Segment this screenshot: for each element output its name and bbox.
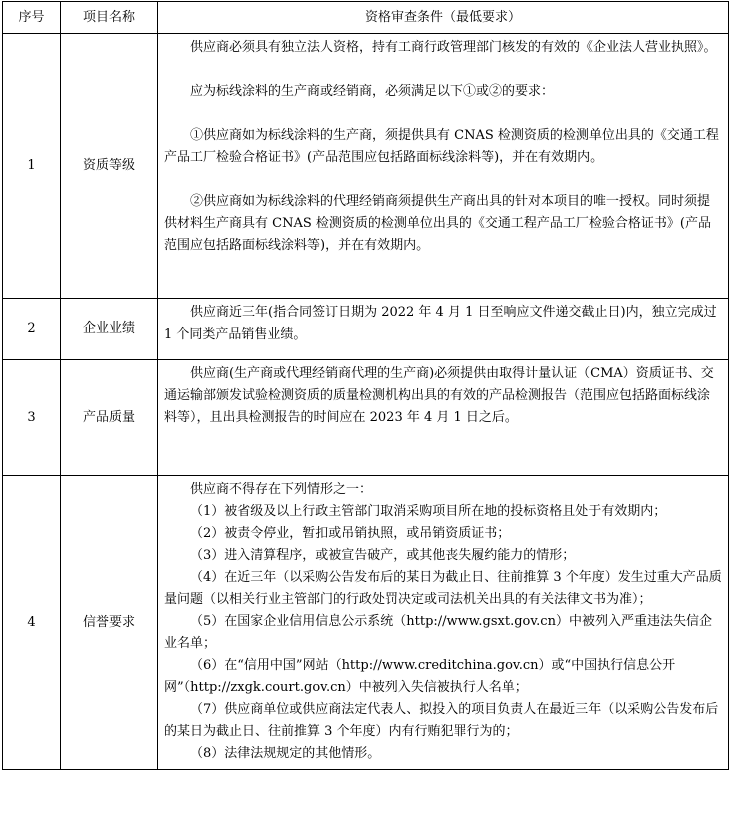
table-row bbox=[3, 360, 729, 476]
condition-paragraph: （1）被省级及以上行政主管部门取消采购项目所在地的投标资格且处于有效期内； bbox=[190, 504, 667, 519]
row-no: 4 bbox=[3, 476, 61, 770]
condition-paragraph: （8）法律法规规定的其他情形。 bbox=[190, 746, 381, 761]
header-conditions: 资格审查条件（最低要求） bbox=[158, 2, 729, 34]
row-no: 2 bbox=[3, 299, 61, 360]
header-name: 项目名称 bbox=[61, 2, 158, 34]
condition-paragraph: （3）进入清算程序，或被宣告破产，或其他丧失履约能力的情形； bbox=[190, 548, 576, 563]
condition-paragraph: 供应商不得存在下列情形之一： bbox=[190, 482, 373, 497]
table-row bbox=[3, 299, 729, 360]
condition-paragraph: ②供应商如为标线涂料的代理经销商须提供生产商出具的针对本项目的唯一授权。同时须提供材料生产商具有 CNAS 检测资质的检测单位出具的《交通工程产品工厂检验合格证书》(产品范围应包括路面标线涂料等)，并在有效期内。 bbox=[164, 194, 711, 253]
condition-paragraph: ①供应商如为标线涂料的生产商，须提供具有 CNAS 检测资质的检测单位出具的《交通工程产品工厂检验合格证书》(产品范围应包括路面标线涂料等)，并在有效期内。 bbox=[164, 128, 719, 165]
row-no: 1 bbox=[3, 34, 61, 299]
row-conditions bbox=[158, 360, 729, 476]
condition-paragraph: 应为标线涂料的生产商或经销商，必须满足以下①或②的要求： bbox=[190, 84, 555, 99]
row-name: 资质等级 bbox=[61, 34, 158, 299]
row-conditions bbox=[158, 299, 729, 360]
condition-paragraph: （4）在近三年（以采购公告发布后的某日为截止日、往前推算 3 个年度）发生过重大产品质量问题（以相关行业主管部门的行政处罚决定或司法机关出具的有关法律文书为准）； bbox=[164, 570, 722, 607]
condition-paragraph: （6）在“信用中国”网站（http://www.creditchina.gov.cn）或“中国执行信息公开网”（http://zxgk.court.gov.cn）中被列入失信被执行人名单； bbox=[164, 658, 676, 695]
row-no: 3 bbox=[3, 360, 61, 476]
condition-paragraph: 供应商必须具有独立法人资格，持有工商行政管理部门核发的有效的《企业法人营业执照》。 bbox=[190, 40, 717, 55]
table-row bbox=[3, 34, 729, 299]
condition-paragraph: （5）在国家企业信用信息公示系统（http://www.gsxt.gov.cn）中被列入严重违法失信企业名单； bbox=[164, 614, 712, 651]
row-name: 信誉要求 bbox=[61, 476, 158, 770]
row-conditions bbox=[158, 476, 729, 770]
condition-paragraph: 供应商近三年(指合同签订日期为 2022 年 4 月 1 日至响应文件递交截止日)内，独立完成过 1 个同类产品销售业绩。 bbox=[164, 305, 717, 342]
row-name: 企业业绩 bbox=[61, 299, 158, 360]
condition-paragraph: （7）供应商单位或供应商法定代表人、拟投入的项目负责人在最近三年（以采购公告发布后的某日为截止日、往前推算 3 个年度）内有行贿犯罪行为的； bbox=[164, 702, 719, 739]
condition-paragraph: 供应商(生产商或代理经销商代理的生产商)必须提供由取得计量认证（CMA）资质证书、交通运输部颁发试验检测资质的质量检测机构出具的有效的产品检测报告（范围应包括路面标线涂料等），且出具检测报告的时间应在 2023 年 4 月 1 日之后。 bbox=[164, 366, 714, 425]
row-conditions bbox=[158, 34, 729, 299]
qualification-table bbox=[2, 1, 729, 770]
header-row bbox=[3, 2, 729, 34]
condition-paragraph: （2）被责令停业，暂扣或吊销执照，或吊销资质证书； bbox=[190, 526, 511, 541]
table-row bbox=[3, 476, 729, 770]
row-name: 产品质量 bbox=[61, 360, 158, 476]
header-no: 序号 bbox=[3, 2, 61, 34]
